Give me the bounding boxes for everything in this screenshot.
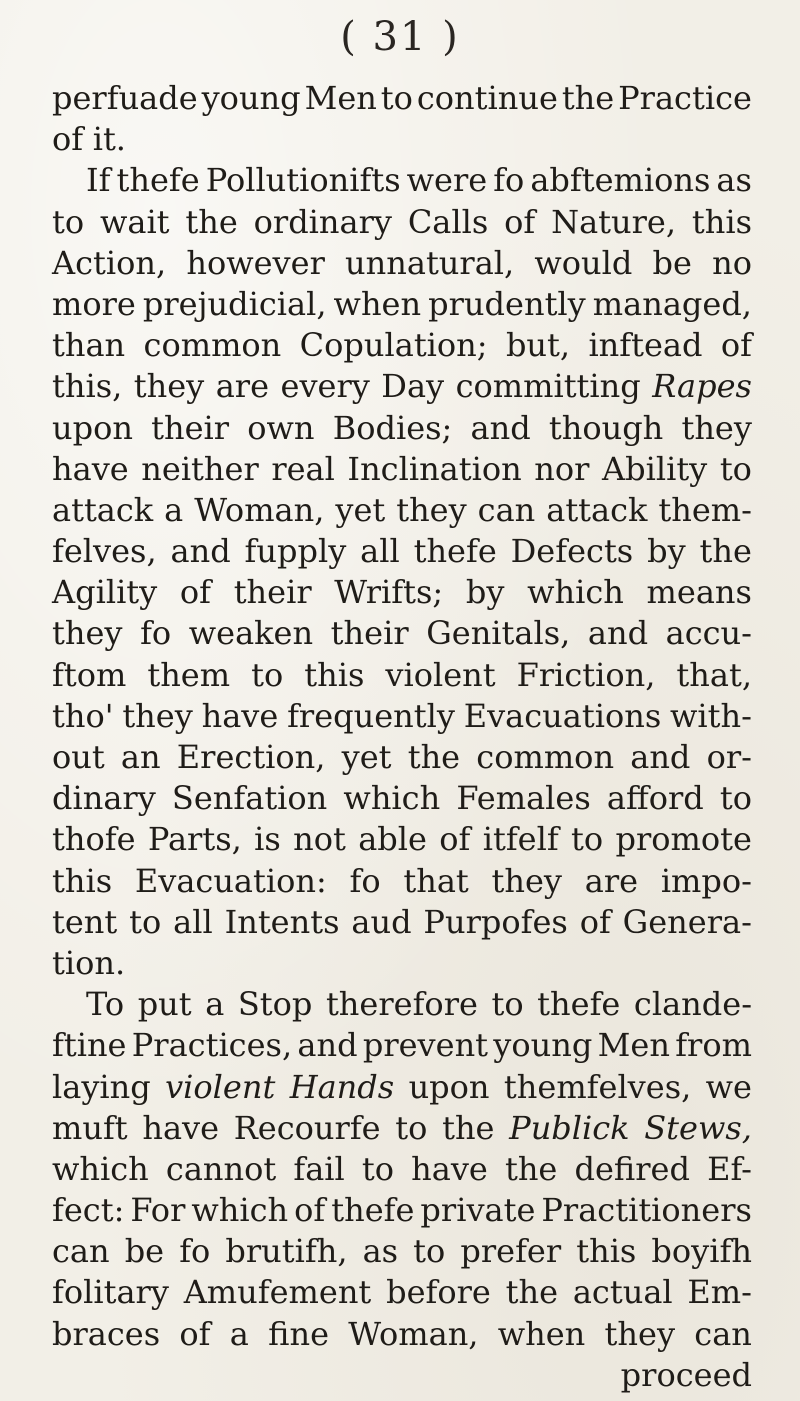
word: tion.	[52, 943, 126, 982]
text-line	[52, 243, 752, 284]
word: a	[164, 490, 184, 529]
word: Erection,	[176, 738, 326, 776]
word: than	[52, 326, 126, 365]
word: Copulation;	[299, 326, 488, 365]
word: common	[143, 326, 282, 365]
word: fupply	[244, 532, 347, 571]
word: however	[186, 243, 325, 282]
word: we	[705, 1067, 752, 1106]
word: be	[124, 1232, 165, 1271]
word: of	[179, 1314, 211, 1353]
text-line	[52, 737, 752, 778]
word: when	[333, 284, 422, 323]
text-line	[52, 325, 752, 366]
word: Practices,	[131, 1026, 293, 1065]
word: their	[233, 573, 312, 612]
word: therefore	[325, 985, 478, 1024]
word: prefer	[460, 1232, 562, 1271]
word: are	[215, 367, 270, 406]
word: them-	[658, 490, 752, 529]
word: Nature,	[551, 202, 677, 241]
word: dinary	[52, 779, 156, 818]
word: Ability	[602, 449, 708, 488]
word: to	[413, 1232, 446, 1271]
word: tho'	[52, 696, 114, 735]
word: frequently	[287, 696, 455, 735]
word: fect:	[52, 1191, 125, 1230]
word: clande-	[633, 985, 752, 1024]
word: Inclination	[347, 449, 522, 488]
body-text	[52, 78, 752, 1396]
word: unnatural,	[345, 243, 515, 282]
word: them	[147, 655, 231, 694]
word: of	[52, 120, 84, 159]
word: this	[576, 1232, 637, 1271]
word: perfuade	[52, 79, 198, 117]
word: and	[587, 614, 649, 653]
text-line	[52, 202, 752, 243]
word: Amufement	[183, 1273, 372, 1312]
word: promote	[615, 820, 752, 859]
word: fine	[268, 1314, 330, 1353]
word: an	[120, 738, 161, 776]
word: they	[604, 1314, 676, 1353]
word: have	[411, 1149, 488, 1188]
word: to	[361, 1149, 394, 1188]
word: their	[151, 408, 230, 447]
word: managed,	[592, 284, 752, 323]
word: Senfation	[171, 779, 328, 818]
word: is	[254, 820, 281, 859]
word: would	[534, 243, 633, 282]
word: which	[343, 779, 441, 818]
word: the	[505, 1273, 559, 1312]
word: boyifh	[651, 1232, 752, 1271]
word: the	[185, 202, 238, 241]
word: prevent	[362, 1026, 489, 1065]
word: Genera-	[622, 902, 752, 941]
text-line	[52, 902, 752, 943]
word: tent	[52, 902, 118, 941]
word: upon	[408, 1067, 490, 1106]
word: to	[719, 449, 752, 488]
text-line	[52, 78, 752, 119]
word: Hands	[289, 1067, 395, 1106]
word: yet	[341, 738, 392, 776]
word: they	[122, 696, 193, 735]
word: they	[52, 614, 123, 653]
word: Woman,	[194, 490, 325, 529]
text-line	[52, 449, 752, 490]
word: afford	[606, 779, 704, 818]
word: their	[330, 614, 409, 653]
text-line	[52, 943, 752, 984]
word: Recourfe	[233, 1108, 381, 1147]
word: by	[647, 532, 686, 571]
word: Stews,	[644, 1108, 752, 1147]
word: which	[191, 1191, 289, 1230]
text-line	[52, 613, 752, 654]
word: defired	[574, 1149, 690, 1188]
word: this,	[52, 367, 123, 406]
word: Defects	[510, 532, 634, 571]
word: private	[420, 1191, 536, 1230]
text-line	[52, 284, 752, 325]
text-line	[52, 778, 752, 819]
word: of	[504, 202, 536, 241]
word: cannot	[165, 1149, 277, 1188]
word: abftemions	[530, 161, 711, 200]
word: impo-	[660, 861, 752, 900]
word: they	[396, 490, 467, 529]
word: of	[579, 902, 611, 941]
word: young	[201, 79, 301, 117]
word: folitary	[52, 1273, 169, 1312]
word: brutifh,	[225, 1232, 348, 1271]
word: Action,	[52, 243, 167, 282]
word: actual	[572, 1273, 673, 1312]
word: more	[52, 284, 136, 323]
text-line	[52, 119, 752, 160]
text-line	[52, 1355, 752, 1396]
word: themfelves,	[503, 1067, 692, 1106]
word: upon	[52, 408, 133, 447]
word: ftine	[52, 1026, 127, 1065]
text-line	[52, 1149, 752, 1190]
word: to	[380, 79, 413, 117]
text-line	[52, 861, 752, 902]
word: young	[493, 1026, 593, 1065]
word: Em-	[687, 1273, 752, 1312]
word: Ef-	[707, 1149, 752, 1188]
text-line	[52, 1067, 752, 1108]
word: Parts,	[147, 820, 242, 859]
text-line	[52, 408, 752, 449]
word: it.	[92, 120, 126, 159]
text-line	[52, 1272, 752, 1313]
word: fail	[293, 1149, 345, 1188]
word: prudently	[428, 284, 586, 323]
word: not	[293, 820, 346, 859]
text-line	[52, 160, 752, 201]
word: which	[527, 573, 624, 612]
word: by	[465, 573, 505, 612]
text-line	[52, 490, 752, 531]
word: yet	[335, 490, 386, 529]
word: thefe	[116, 161, 200, 200]
word: If	[86, 161, 111, 200]
word: to	[571, 820, 604, 859]
word: from	[675, 1026, 752, 1065]
word: can	[52, 1232, 110, 1271]
word: Genitals,	[426, 614, 571, 653]
word: the	[442, 1108, 495, 1147]
word: Calls	[407, 202, 489, 241]
word: own	[247, 408, 315, 447]
word: inftead	[588, 326, 703, 365]
word: a	[205, 985, 225, 1024]
word: neither	[141, 449, 259, 488]
word: fo	[493, 161, 525, 200]
word: were	[406, 161, 488, 200]
word: Evacuation:	[134, 861, 327, 900]
word: Purpofes	[423, 902, 568, 941]
word: fo	[349, 861, 381, 900]
word: muft	[52, 1108, 128, 1147]
word: all	[173, 902, 213, 941]
text-line	[52, 366, 752, 407]
word: put	[137, 985, 192, 1024]
word: of	[294, 1191, 326, 1230]
word: ftom	[52, 655, 127, 694]
word: braces	[52, 1314, 161, 1353]
word: attack	[546, 490, 648, 529]
text-line	[52, 819, 752, 860]
word: have	[142, 1108, 220, 1147]
word: Wrifts;	[334, 573, 444, 612]
word: this	[304, 655, 365, 694]
word: thefe	[537, 985, 621, 1024]
word: For	[130, 1191, 186, 1230]
word: Stop	[237, 985, 313, 1024]
word: Intents	[224, 902, 340, 941]
word: wait	[99, 202, 170, 241]
word: Friction,	[516, 655, 656, 694]
word: but,	[505, 326, 571, 365]
word: the	[561, 79, 615, 117]
word: Evacuations	[463, 696, 662, 735]
word: to	[52, 202, 85, 241]
word: fo	[140, 614, 172, 653]
word: nor	[534, 449, 590, 488]
word: that	[403, 861, 469, 900]
word: proceed	[620, 1355, 752, 1394]
word: the	[407, 738, 461, 776]
word: with-	[670, 696, 752, 735]
word: itfelf	[482, 820, 559, 859]
word: though	[548, 408, 664, 447]
word: to	[129, 902, 162, 941]
text-line	[52, 655, 752, 696]
word: and	[630, 738, 691, 776]
word: and	[170, 532, 231, 571]
word: Pollutionifts	[205, 161, 401, 200]
word: and	[470, 408, 531, 447]
word: able	[358, 820, 427, 859]
word: prejudicial,	[142, 284, 327, 323]
word: every	[280, 367, 370, 406]
word: which	[52, 1149, 149, 1188]
word: when	[497, 1314, 586, 1353]
word: thofe	[52, 820, 136, 859]
word: Men	[597, 1026, 670, 1065]
word: Bodies;	[332, 408, 453, 447]
word: out	[52, 738, 105, 776]
word: of	[439, 820, 471, 859]
word: of	[720, 326, 752, 365]
word: a	[229, 1314, 249, 1353]
word: to	[719, 779, 752, 818]
word: this	[52, 861, 113, 900]
word: be	[652, 243, 692, 282]
word: that,	[676, 655, 752, 694]
text-line	[52, 531, 752, 572]
word: Practitioners	[541, 1191, 752, 1230]
word: weaken	[188, 614, 314, 653]
word: felves,	[52, 532, 157, 571]
word: aud	[351, 902, 412, 941]
word: real	[271, 449, 335, 488]
word: Practice	[618, 79, 752, 117]
word: have	[52, 449, 129, 488]
word: have	[201, 696, 279, 735]
word: can	[477, 490, 536, 529]
word: Day	[381, 367, 445, 406]
word: thefe	[331, 1191, 415, 1230]
text-line	[52, 696, 752, 737]
word: violent	[385, 655, 496, 694]
text-line	[52, 572, 752, 613]
text-line	[52, 984, 752, 1025]
word: they	[491, 861, 562, 900]
text-line	[52, 1108, 752, 1149]
word: the	[699, 532, 752, 571]
word: Publick	[509, 1108, 630, 1147]
word: laying	[52, 1067, 151, 1106]
word: to	[251, 655, 284, 694]
word: or-	[706, 738, 752, 776]
word: ordinary	[253, 202, 392, 241]
word: To	[86, 985, 125, 1024]
word: committing	[455, 367, 641, 406]
word: as	[362, 1232, 399, 1271]
word: to	[395, 1108, 428, 1147]
word: fo	[179, 1232, 211, 1271]
word: means	[646, 573, 752, 612]
word: they	[681, 408, 752, 447]
word: Men	[304, 79, 377, 117]
page-number: ( 31 )	[340, 14, 460, 60]
word: all	[360, 532, 400, 571]
word: to	[491, 985, 524, 1024]
word: common	[476, 738, 615, 776]
text-line	[52, 1231, 752, 1272]
word: of	[179, 573, 212, 612]
word: before	[386, 1273, 491, 1312]
text-line	[52, 1314, 752, 1355]
word: they	[133, 367, 205, 406]
word: the	[504, 1149, 558, 1188]
word: Females	[456, 779, 591, 818]
text-line	[52, 1190, 752, 1231]
word: as	[716, 161, 752, 200]
word: thefe	[413, 532, 497, 571]
word: attack	[52, 490, 154, 529]
word: are	[584, 861, 639, 900]
word: accu-	[665, 614, 752, 653]
word: Rapes	[652, 367, 752, 406]
text-line	[52, 1025, 752, 1066]
word: and	[297, 1026, 358, 1065]
word: continue	[416, 79, 558, 117]
word: Agility	[52, 573, 158, 612]
word: Woman,	[348, 1314, 479, 1353]
word: violent	[165, 1067, 276, 1106]
word: this	[691, 202, 752, 241]
word: can	[694, 1314, 752, 1353]
word: no	[712, 243, 752, 282]
